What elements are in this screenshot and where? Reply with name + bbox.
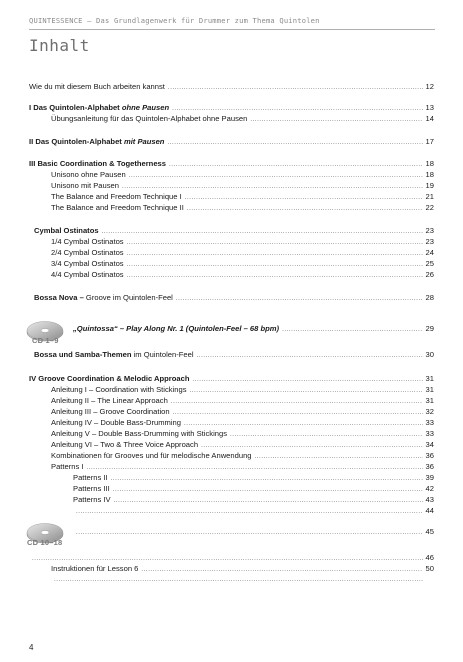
toc-entry[interactable] <box>51 270 434 280</box>
toc-entry-label: 3/4 Cymbal Ostinatos <box>51 259 124 268</box>
toc-entry-label: III Basic Coordination & Togetherness <box>29 159 166 168</box>
toc-entry[interactable] <box>29 374 434 384</box>
toc-entry[interactable] <box>51 462 434 472</box>
toc-leader-dots <box>114 496 423 506</box>
toc-page-number: 26 <box>425 270 434 279</box>
toc-page-number: 17 <box>425 137 434 146</box>
toc-leader-dots <box>255 452 423 462</box>
toc-leader-dots <box>173 408 423 418</box>
toc-leader-dots <box>167 138 422 148</box>
toc-leader-dots <box>127 271 423 281</box>
toc-page-number: 33 <box>425 418 434 427</box>
toc-entry-label: The Balance and Freedom Technique I <box>51 192 182 201</box>
toc-entry-label: Unisono mit Pausen <box>51 181 119 190</box>
toc-entry[interactable] <box>34 350 434 360</box>
toc-leader-dots <box>282 325 422 335</box>
toc-entry-label: 1/4 Cymbal Ostinatos <box>51 237 124 246</box>
toc-leader-dots <box>87 463 423 473</box>
page-number: 4 <box>29 643 34 652</box>
toc-page-number: 32 <box>425 407 434 416</box>
toc-entry-label: Anleitung I – Coordination with Stickings <box>51 385 187 394</box>
toc-leader-dots <box>172 104 422 114</box>
toc-entry-label: 4/4 Cymbal Ostinatos <box>51 270 124 279</box>
toc-page-number: 43 <box>425 495 434 504</box>
toc-entry-label: Anleitung V – Double Bass-Drumming with Stickings <box>51 429 227 438</box>
toc-leader-dots <box>76 528 423 538</box>
cd-label: CD 10–18 <box>27 538 63 547</box>
toc-page-number: 44 <box>425 506 434 515</box>
toc-entry[interactable] <box>51 203 434 213</box>
toc-leader-dots <box>197 351 423 361</box>
toc-entry-label: Anleitung II – The Linear Approach <box>51 396 168 405</box>
toc-leader-dots <box>102 227 423 237</box>
toc-leader-dots <box>168 83 423 93</box>
toc-entry-label: The Balance and Freedom Technique II <box>51 203 184 212</box>
toc-page-number: 31 <box>425 396 434 405</box>
toc-page-number: 31 <box>425 385 434 394</box>
toc-entry-label: Bossa Nova – Groove im Quintolen-Feel <box>34 293 173 302</box>
toc-entry[interactable] <box>29 103 434 113</box>
toc-page-number: 42 <box>425 484 434 493</box>
toc-page-number: 22 <box>425 203 434 212</box>
toc-leader-dots <box>171 397 423 407</box>
toc-entry-label: Unisono ohne Pausen <box>51 170 126 179</box>
toc-entry[interactable] <box>51 440 434 450</box>
toc-leader-dots <box>169 160 423 170</box>
toc-page-number: 14 <box>425 114 434 123</box>
toc-entry-label: Wie du mit diesem Buch arbeiten kannst <box>29 82 165 91</box>
toc-entry[interactable] <box>29 553 434 563</box>
toc-leader-dots <box>113 485 423 495</box>
toc-leader-dots <box>54 575 423 585</box>
toc-leader-dots <box>129 171 423 181</box>
toc-entry[interactable] <box>29 137 434 147</box>
page-title: Inhalt <box>29 36 90 55</box>
cd-label: CD 1–9 <box>32 336 59 345</box>
toc-entry[interactable] <box>51 248 434 258</box>
toc-leader-dots <box>250 115 422 125</box>
toc-entry-label: „Quintossa“ – Play Along Nr. 1 (Quintolen-Feel – 68 bpm) <box>73 324 280 333</box>
toc-entry[interactable] <box>51 418 434 428</box>
toc-entry-label: Kombinationen für Grooves und für melodische Anwendung <box>51 451 252 460</box>
toc-page-number: 36 <box>425 462 434 471</box>
toc-entry[interactable] <box>51 396 434 406</box>
toc-entry[interactable] <box>29 82 434 92</box>
toc-page-number: 50 <box>425 564 434 573</box>
toc-entry-label: IV Groove Coordination & Melodic Approach <box>29 374 190 383</box>
toc-entry[interactable] <box>51 564 434 574</box>
toc-entry[interactable] <box>51 429 434 439</box>
toc-entry[interactable] <box>51 181 434 191</box>
toc-entry-label: Instruktionen für Lesson 6 <box>51 564 139 573</box>
toc-page-number: 30 <box>425 350 434 359</box>
toc-leader-dots <box>187 204 423 214</box>
toc-leader-dots <box>32 554 423 564</box>
toc-entry-label: II Das Quintolen-Alphabet mit Pausen <box>29 137 165 146</box>
toc-entry[interactable] <box>51 259 434 269</box>
toc-leader-dots <box>185 193 423 203</box>
toc-page-number: 24 <box>425 248 434 257</box>
toc-page-number: 13 <box>425 103 434 112</box>
toc-entry[interactable] <box>51 385 434 395</box>
toc-page-number: 46 <box>425 553 434 562</box>
running-header: QUINTESSENCE – Das Grundlagenwerk für Drummer zum Thema Quintolen <box>29 16 320 25</box>
toc-entry-label: Bossa und Samba-Themen im Quintolen-Feel <box>34 350 194 359</box>
toc-entry[interactable] <box>51 192 434 202</box>
toc-leader-dots <box>201 441 422 451</box>
toc-leader-dots <box>127 260 423 270</box>
toc-entry[interactable] <box>34 226 434 236</box>
toc-entry[interactable] <box>51 170 434 180</box>
toc-entry-label: Anleitung IV – Double Bass-Drumming <box>51 418 181 427</box>
toc-leader-dots <box>184 419 423 429</box>
toc-entry[interactable] <box>73 473 434 483</box>
toc-entry[interactable] <box>73 484 434 494</box>
toc-page-number: 39 <box>425 473 434 482</box>
toc-entry-label: Patterns II <box>73 473 108 482</box>
toc-entry-label: I Das Quintolen-Alphabet ohne Pausen <box>29 103 170 112</box>
toc-leader-dots <box>192 375 422 385</box>
toc-leader-dots <box>111 474 423 484</box>
toc-entry-label: Cymbal Ostinatos <box>34 226 99 235</box>
toc-page-number: 18 <box>425 170 434 179</box>
toc-page-number: 12 <box>425 82 434 91</box>
toc-page-number: 31 <box>425 374 434 383</box>
toc-page-number: 21 <box>425 192 434 201</box>
toc-entry[interactable] <box>51 451 434 461</box>
toc-page-number: 45 <box>425 527 434 536</box>
toc-entry[interactable] <box>51 114 434 124</box>
toc-page-number: 19 <box>425 181 434 190</box>
toc-leader-dots <box>122 182 423 192</box>
toc-leader-dots <box>76 507 423 517</box>
toc-page-number: 18 <box>425 159 434 168</box>
toc-page-number: 23 <box>425 237 434 246</box>
toc-entry-label: Übungsanleitung für das Quintolen-Alphabet ohne Pausen <box>51 114 248 123</box>
toc-entry[interactable] <box>73 495 434 505</box>
toc-page-number: 34 <box>425 440 434 449</box>
toc-entry[interactable] <box>73 506 434 516</box>
toc-entry[interactable] <box>51 407 434 417</box>
toc-entry[interactable] <box>51 237 434 247</box>
toc-page-number: 33 <box>425 429 434 438</box>
toc-leader-dots <box>176 294 423 304</box>
toc-page-number: 25 <box>425 259 434 268</box>
toc-page-number: 29 <box>425 324 434 333</box>
toc-entry[interactable] <box>51 575 434 585</box>
toc-entry-label: Anleitung VI – Two & Three Voice Approach <box>51 440 199 449</box>
toc-entry-label: Patterns III <box>73 484 110 493</box>
toc-entry-label: Anleitung III – Groove Coordination <box>51 407 170 416</box>
toc-leader-dots <box>127 238 423 248</box>
toc-leader-dots <box>127 249 423 259</box>
toc-leader-dots <box>141 565 422 575</box>
toc-entry-label: Patterns I <box>51 462 84 471</box>
toc-entry-label: Patterns IV <box>73 495 111 504</box>
toc-leader-dots <box>230 430 423 440</box>
toc-entry-label: 2/4 Cymbal Ostinatos <box>51 248 124 257</box>
toc-entry[interactable] <box>73 324 434 334</box>
toc-entry[interactable] <box>73 527 434 537</box>
toc-page-number: 23 <box>425 226 434 235</box>
toc-leader-dots <box>190 386 423 396</box>
toc-entry[interactable] <box>29 159 434 169</box>
toc-page-number: 28 <box>425 293 434 302</box>
toc-entry[interactable] <box>34 293 434 303</box>
toc-page-number: 36 <box>425 451 434 460</box>
